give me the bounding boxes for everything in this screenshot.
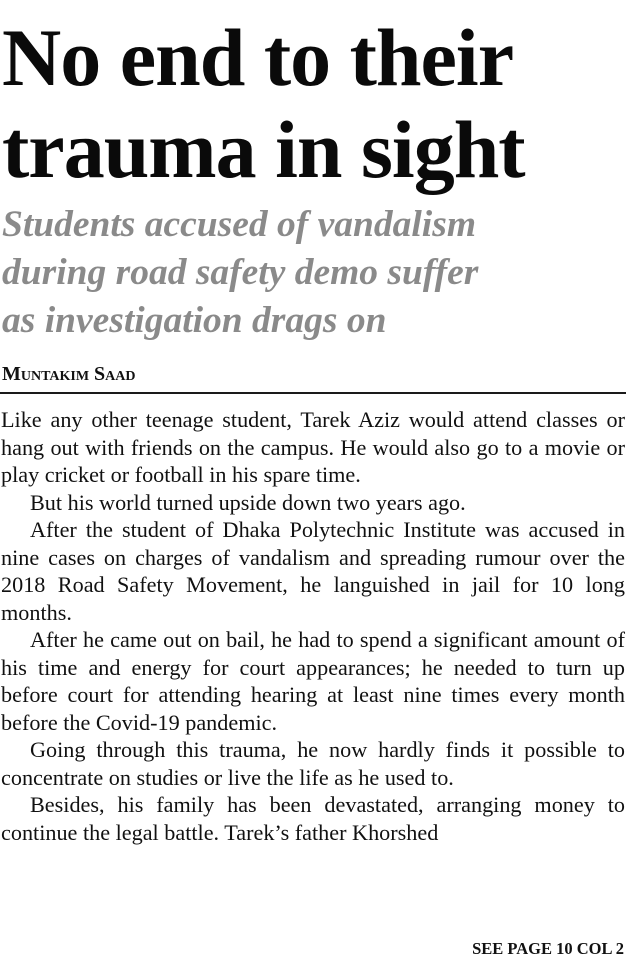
- headline: [2, 12, 626, 196]
- subheadline-line-2: during road safety demo suffer: [2, 252, 479, 293]
- subheadline-line-3: as investigation drags on: [2, 300, 387, 341]
- headline-line-1: No end to their: [2, 12, 514, 103]
- subheadline-line-1: Students accused of vandalism: [2, 204, 476, 245]
- article-body: [1, 406, 625, 846]
- byline-divider: [0, 392, 626, 394]
- continuation-line: SEE PAGE 10 COL 2: [472, 939, 624, 958]
- paragraph-1: Like any other teenage student, Tarek Aziz would attend classes or hang out with friends on the campus. He would also go to a movie or play cricket or football in his spare time.: [1, 407, 625, 487]
- subheadline: [2, 201, 626, 345]
- paragraph-5: Going through this trauma, he now hardly finds it possible to concentrate on studies or live the life as he used to.: [1, 737, 625, 790]
- paragraph-6: Besides, his family has been devastated, arranging money to continue the legal battle. Tarek’s father Khorshed: [1, 792, 625, 845]
- paragraph-4: After he came out on bail, he had to spend a significant amount of his time and energy for court appearances; he needed to turn up before court for attending hearing at least nine times every month before the Covid-19 pandemic.: [1, 627, 625, 735]
- paragraph-2: But his world turned upside down two years ago.: [30, 489, 466, 515]
- headline-line-2: trauma in sight: [2, 104, 525, 195]
- byline: Muntakim Saad: [2, 363, 136, 385]
- paragraph-3: After the student of Dhaka Polytechnic Institute was accused in nine cases on charges of vandalism and spreading rumour over the 2018 Road Safety Movement, he languished in jail for 10 long months.: [1, 517, 625, 625]
